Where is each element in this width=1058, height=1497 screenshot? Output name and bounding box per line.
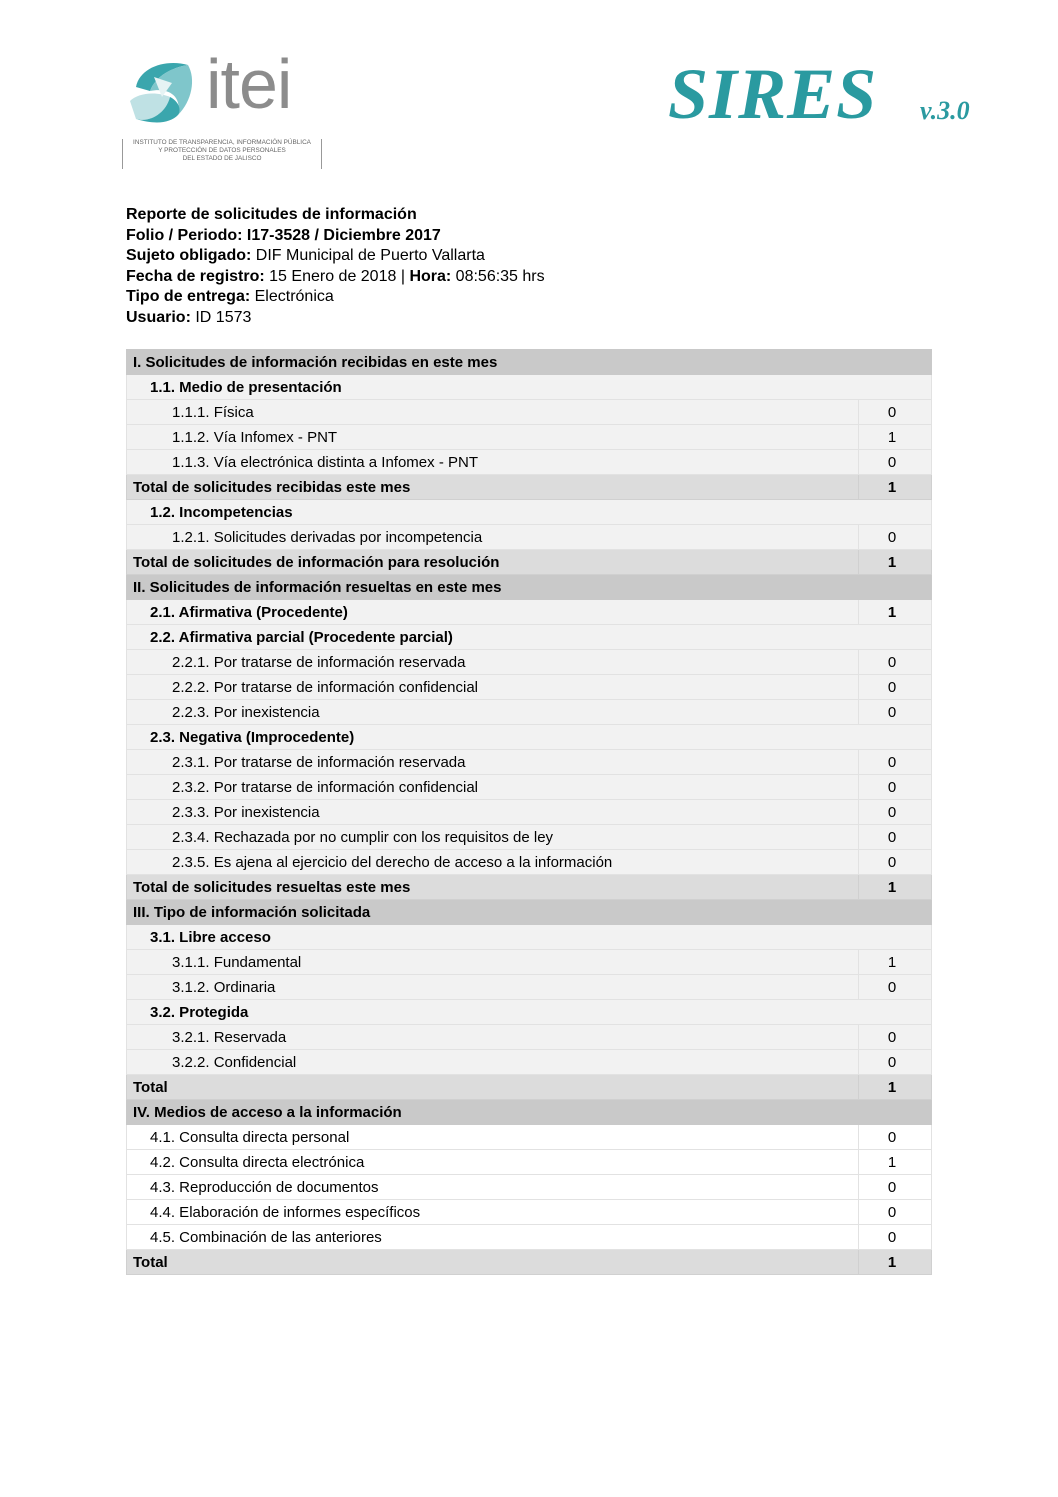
row-label: 1.1.3. Vía electrónica distinta a Infomex - PNT [127, 450, 859, 475]
row-value: 0 [859, 650, 932, 675]
report-header [126, 205, 545, 329]
item-row [127, 400, 932, 425]
row-label: 4.5. Combinación de las anteriores [127, 1225, 859, 1250]
row-value: 0 [859, 1025, 932, 1050]
row-label: 3.1.1. Fundamental [127, 950, 859, 975]
item-row [127, 1200, 932, 1225]
itei-caption [122, 139, 322, 169]
total-row [127, 1250, 932, 1275]
sires-wordmark: SIRES [668, 54, 878, 134]
row-label: II. Solicitudes de información resueltas en este mes [127, 575, 932, 600]
row-label: Total de solicitudes recibidas este mes [127, 475, 859, 500]
row-value: 0 [859, 400, 932, 425]
item-row [127, 800, 932, 825]
row-value: 0 [859, 800, 932, 825]
item-row [127, 750, 932, 775]
row-label: 3.1.2. Ordinaria [127, 975, 859, 1000]
report-table [126, 349, 932, 1275]
row-label: 2.1. Afirmativa (Procedente) [127, 600, 859, 625]
sires-logo [668, 54, 988, 138]
item-row [127, 775, 932, 800]
row-value: 1 [859, 1250, 932, 1275]
row-label: 2.2.1. Por tratarse de información reservada [127, 650, 859, 675]
row-label: 1.2.1. Solicitudes derivadas por incompetencia [127, 525, 859, 550]
row-value: 0 [859, 1200, 932, 1225]
itei-caption-line: Y PROTECCIÓN DE DATOS PERSONALES [158, 147, 286, 154]
row-label: I. Solicitudes de información recibidas en este mes [127, 350, 932, 375]
row-value: 0 [859, 750, 932, 775]
row-label: 1.1. Medio de presentación [127, 375, 932, 400]
row-label: 2.2.3. Por inexistencia [127, 700, 859, 725]
item-row [127, 1125, 932, 1150]
row-value: 1 [859, 550, 932, 575]
row-value: 0 [859, 1050, 932, 1075]
report-title: Reporte de solicitudes de información [126, 206, 417, 223]
row-label: 1.2. Incompetencias [127, 500, 932, 525]
sires-version: v.3.0 [920, 96, 970, 125]
total-row [127, 1075, 932, 1100]
item-row [127, 525, 932, 550]
item-row [127, 1150, 932, 1175]
itei-caption-line: INSTITUTO DE TRANSPARENCIA, INFORMACIÓN PÚBLICA [133, 139, 311, 146]
row-value: 0 [859, 525, 932, 550]
row-value: 1 [859, 475, 932, 500]
total-row [127, 550, 932, 575]
row-label: 3.2. Protegida [127, 1000, 932, 1025]
row-value: 1 [859, 425, 932, 450]
section-row [127, 575, 932, 600]
item-row [127, 1175, 932, 1200]
tipo-entrega-line: Tipo de entrega: Electrónica [126, 288, 334, 306]
row-label: 4.1. Consulta directa personal [127, 1125, 859, 1150]
row-label: 2.3. Negativa (Improcedente) [127, 725, 932, 750]
row-value: 0 [859, 825, 932, 850]
subsection-row [127, 600, 932, 625]
item-row [127, 1050, 932, 1075]
item-row [127, 450, 932, 475]
total-row [127, 875, 932, 900]
row-label: IV. Medios de acceso a la información [127, 1100, 932, 1125]
item-row [127, 850, 932, 875]
row-label: Total [127, 1250, 859, 1275]
itei-logo [120, 45, 325, 175]
item-row [127, 425, 932, 450]
row-label: 2.2.2. Por tratarse de información confidencial [127, 675, 859, 700]
item-row [127, 675, 932, 700]
total-row [127, 475, 932, 500]
row-value: 0 [859, 1125, 932, 1150]
row-value: 1 [859, 1075, 932, 1100]
row-label: 4.2. Consulta directa electrónica [127, 1150, 859, 1175]
row-label: Total [127, 1075, 859, 1100]
row-label: III. Tipo de información solicitada [127, 900, 932, 925]
subsection-row [127, 1000, 932, 1025]
row-label: 4.3. Reproducción de documentos [127, 1175, 859, 1200]
row-label: Total de solicitudes de información para resolución [127, 550, 859, 575]
row-label: 2.3.4. Rechazada por no cumplir con los requisitos de ley [127, 825, 859, 850]
itei-caption-line: DEL ESTADO DE JALISCO [182, 155, 262, 162]
row-label: 1.1.1. Física [127, 400, 859, 425]
row-value: 1 [859, 950, 932, 975]
section-row [127, 350, 932, 375]
row-value: 1 [859, 875, 932, 900]
section-row [127, 900, 932, 925]
row-value: 0 [859, 1175, 932, 1200]
row-value: 0 [859, 450, 932, 475]
sujeto-line: Sujeto obligado: DIF Municipal de Puerto Vallarta [126, 247, 485, 265]
row-label: 3.1. Libre acceso [127, 925, 932, 950]
row-label: Total de solicitudes resueltas este mes [127, 875, 859, 900]
itei-wordmark: itei [206, 45, 292, 123]
item-row [127, 1025, 932, 1050]
row-label: 2.3.2. Por tratarse de información confidencial [127, 775, 859, 800]
row-value: 0 [859, 975, 932, 1000]
usuario-line: Usuario: ID 1573 [126, 308, 252, 326]
row-label: 3.2.2. Confidencial [127, 1050, 859, 1075]
row-label: 3.2.1. Reservada [127, 1025, 859, 1050]
row-label: 2.3.1. Por tratarse de información reservada [127, 750, 859, 775]
subsection-row [127, 375, 932, 400]
itei-emblem-icon [126, 57, 202, 127]
fecha-line: Fecha de registro: 15 Enero de 2018 | Hora: 08:56:35 hrs [126, 267, 545, 285]
row-label: 1.1.2. Vía Infomex - PNT [127, 425, 859, 450]
item-row [127, 975, 932, 1000]
row-label: 2.2. Afirmativa parcial (Procedente parcial) [127, 625, 932, 650]
row-value: 0 [859, 700, 932, 725]
item-row [127, 650, 932, 675]
item-row [127, 950, 932, 975]
subsection-row [127, 500, 932, 525]
row-value: 1 [859, 600, 932, 625]
row-value: 0 [859, 775, 932, 800]
item-row [127, 825, 932, 850]
row-label: 2.3.5. Es ajena al ejercicio del derecho de acceso a la información [127, 850, 859, 875]
item-row [127, 1225, 932, 1250]
row-label: 2.3.3. Por inexistencia [127, 800, 859, 825]
item-row [127, 700, 932, 725]
row-value: 0 [859, 675, 932, 700]
subsection-row [127, 725, 932, 750]
subsection-row [127, 625, 932, 650]
row-value: 0 [859, 850, 932, 875]
row-value: 0 [859, 1225, 932, 1250]
folio-line: Folio / Periodo: I17-3528 / Diciembre 2017 [126, 226, 441, 244]
section-row [127, 1100, 932, 1125]
row-label: 4.4. Elaboración de informes específicos [127, 1200, 859, 1225]
subsection-row [127, 925, 932, 950]
row-value: 1 [859, 1150, 932, 1175]
